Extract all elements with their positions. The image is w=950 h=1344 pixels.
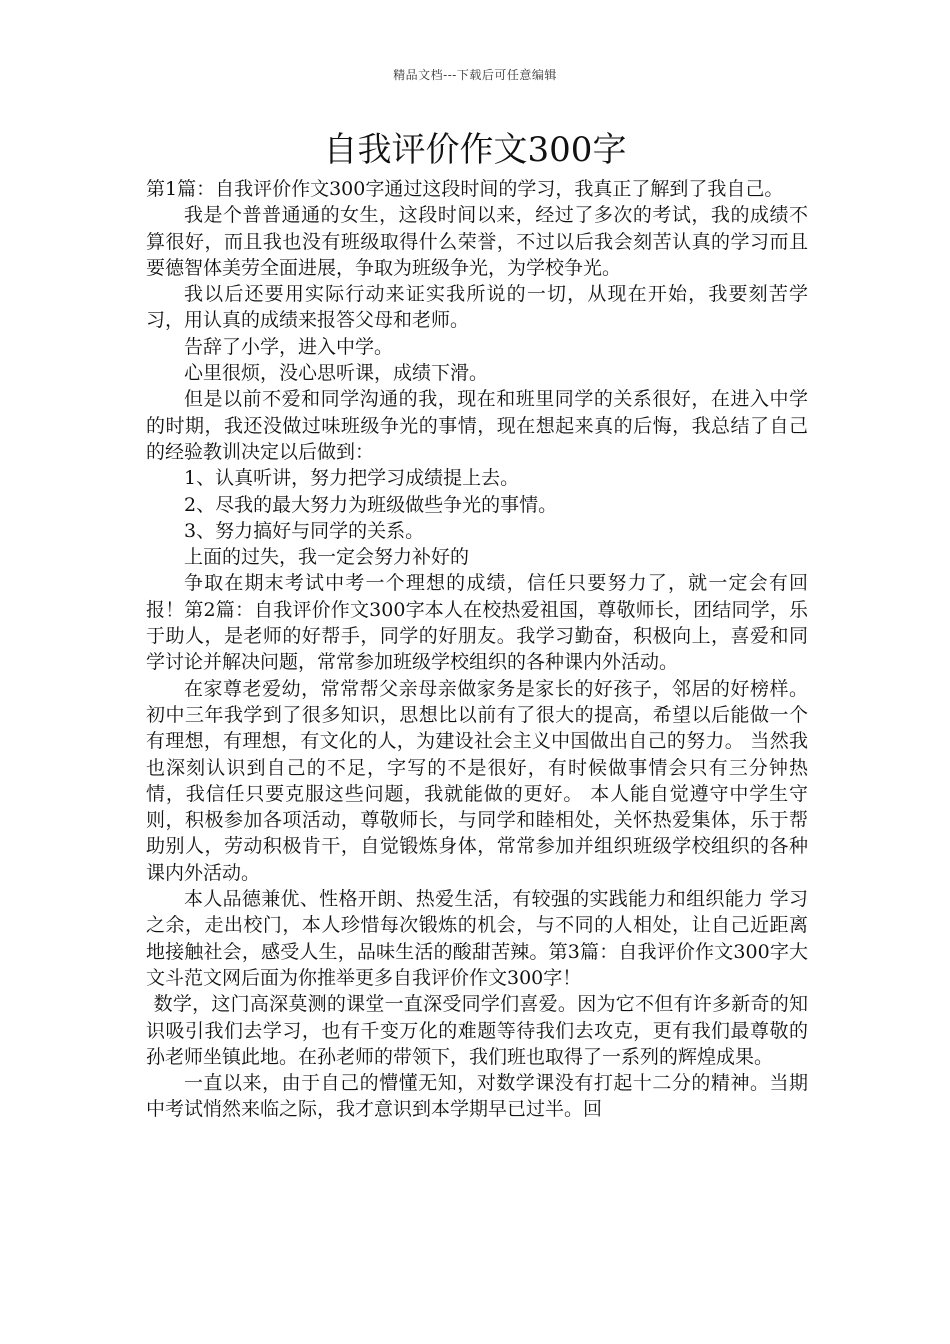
list-item: 2、尽我的最大努力为班级做些争光的事情。: [184, 493, 558, 516]
paragraph: 心里很烦，没心思听课，成绩下滑。: [184, 362, 489, 385]
document-body: [146, 176, 808, 1123]
paragraph: 上面的过失，我一定会努力补好的: [184, 546, 470, 569]
paragraph: 告辞了小学，进入中学。: [184, 335, 394, 358]
list-item: 3、努力搞好与同学的关系。: [184, 519, 425, 542]
list-item: 1、认真听讲，努力把学习成绩提上去。: [184, 467, 520, 490]
paragraph: 争取在期末考试中考一个理想的成绩，信任只要努力了，就一定会有回报！第2篇：自我评价作文300字本人在校热爱祖国，尊敬师长，团结同学，乐于助人，是老师的好帮手，同学的好朋友。我学习勤奋，积极向上，喜爱和同学讨论并解决问题，常常参加班级学校组织的各种课内外活动。: [146, 572, 808, 674]
paragraph: 但是以前不爱和同学沟通的我，现在和班里同学的关系很好，在进入中学的时期，我还没做过味班级争光的事情，现在想起来真的后悔，我总结了自己的经验教训决定以后做到：: [146, 388, 808, 463]
paragraph: 我以后还要用实际行动来证实我所说的一切，从现在开始，我要刻苦学习，用认真的成绩来报答父母和老师。: [146, 283, 808, 332]
paragraph: 数学，这门高深莫测的课堂一直深受同学们喜爱。因为它不但有许多新奇的知识吸引我们去学习，也有千变万化的难题等待我们去攻克，更有我们最尊敬的孙老师坐镇此地。在孙老师的带领下，我们班也取得了一系列的辉煌成果。: [146, 993, 808, 1068]
paragraph: 一直以来，由于自己的懵懂无知，对数学课没有打起十二分的精神。当期中考试悄然来临之际，我才意识到本学期早已过半。回: [146, 1072, 808, 1121]
paragraph: 我是个普普通通的女生，这段时间以来，经过了多次的考试，我的成绩不算很好，而且我也没有班级取得什么荣誉，不过以后我会刻苦认真的学习而且要德智体美劳全面进展，争取为班级争光，为学校争光。: [146, 204, 808, 279]
header-note: 精品文档---下载后可任意编辑: [393, 68, 557, 82]
paragraph: 第1篇：自我评价作文300字通过这段时间的学习，我真正了解到了我自己。: [146, 178, 784, 200]
paragraph: 本人品德兼优、性格开朗、热爱生活，有较强的实践能力和组织能力 学习之余，走出校门，本人珍惜每次锻炼的机会，与不同的人相处，让自己近距离地接触社会，感受人生，品味生活的酸甜苦辣。第3篇：自我评价作文300字大文斗范文网后面为你推举更多自我评价作文300字！: [146, 888, 808, 989]
document-title: 自我评价作文300字: [323, 130, 627, 170]
paragraph: 在家尊老爱幼，常常帮父亲母亲做家务是家长的好孩子，邻居的好榜样。 初中三年我学到了很多知识，思想比以前有了很大的提高，希望以后能做一个有理想，有理想，有文化的人，为建设社会主义中国做出自己的努力。 当然我也深刻认识到自己的不足，字写的不是很好，有时候做事情会只有三分钟热情，我信任只要克服这些问题，我就能做的更好。 本人能自觉遵守中学生守则，积极参加各项活动，尊敬师长，与同学和睦相处，关怀热爱集体，乐于帮助别人，劳动积极肯干，自觉锻炼身体，常常参加并组织班级学校组织的各种课内外活动。: [146, 677, 808, 884]
